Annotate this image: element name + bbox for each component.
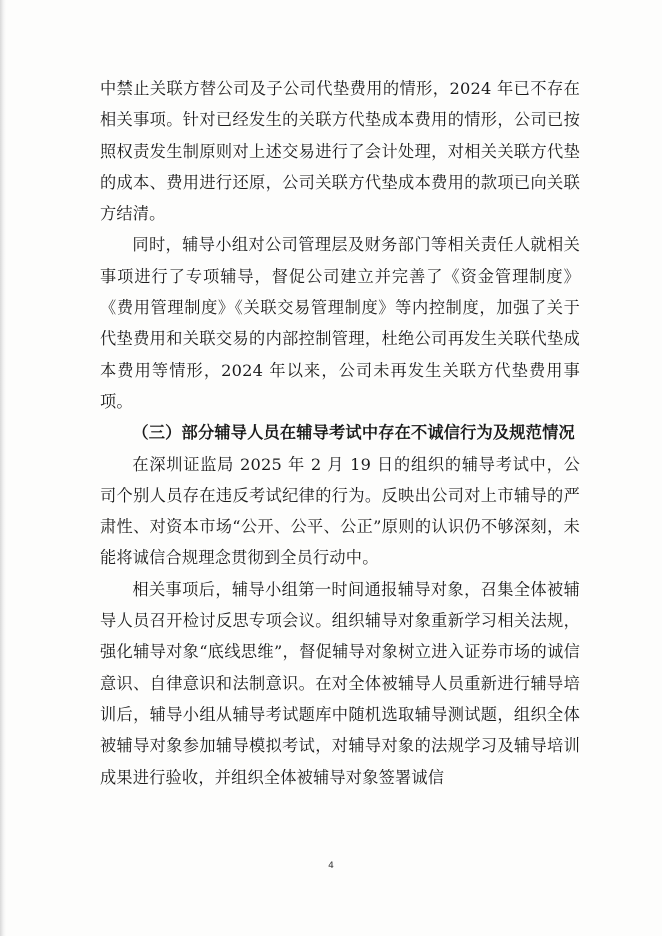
paragraph-continued: 中禁止关联方替公司及子公司代垫费用的情形，2024 年已不存在相关事项。针对已经发生的关联方代垫成本费用的情形，公司已按照权责发生制原则对上述交易进行了会计处理，对相关关联方代垫的成本、费用进行还原，公司关联方代垫成本费用的款项已向关联方结清。 (100, 79, 580, 224)
paragraph-exam-issue: 在深圳证监局 2025 年 2 月 19 日的组织的辅导考试中，公司个别人员存在违反考试纪律的行为。反映出公司对上市辅导的严肃性、对资本市场“公开、公平、公正”原则的认识仍不够深刻，未能将诚信合规理念贯彻到全员行动中。 (100, 454, 580, 568)
paragraph-remediation: 同时，辅导小组对公司管理层及财务部门等相关责任人就相关事项进行了专项辅导，督促公司建立并完善了《资金管理制度》《费用管理制度》《关联交易管理制度》等内控制度，加强了关于代垫费用和关联交易的内部控制管理，杜绝公司再发生关联代垫成本费用等情形，2024 年以来，公司未再发生关联方代垫费用事项。 (100, 235, 580, 411)
section-heading: （三）部分辅导人员在辅导考试中存在不诚信行为及规范情况 (132, 423, 575, 443)
page-number: 4 (328, 861, 334, 871)
document-body (100, 73, 580, 793)
paragraph-exam-remediation: 相关事项后，辅导小组第一时间通报辅导对象，召集全体被辅导人员召开检讨反思专项会议。组织辅导对象重新学习相关法规，强化辅导对象“底线思维”，督促辅导对象树立进入证券市场的诚信意识、自律意识和法制意识。在对全体被辅导人员重新进行辅导培训后，辅导小组从辅导考试题库中随机选取辅导测试题，组织全体被辅导对象参加辅导模拟考试，对辅导对象的法规学习及辅导培训成果进行验收，并组织全体被辅导对象签署诚信 (100, 579, 580, 787)
scan-edge-shadow (0, 0, 6, 936)
